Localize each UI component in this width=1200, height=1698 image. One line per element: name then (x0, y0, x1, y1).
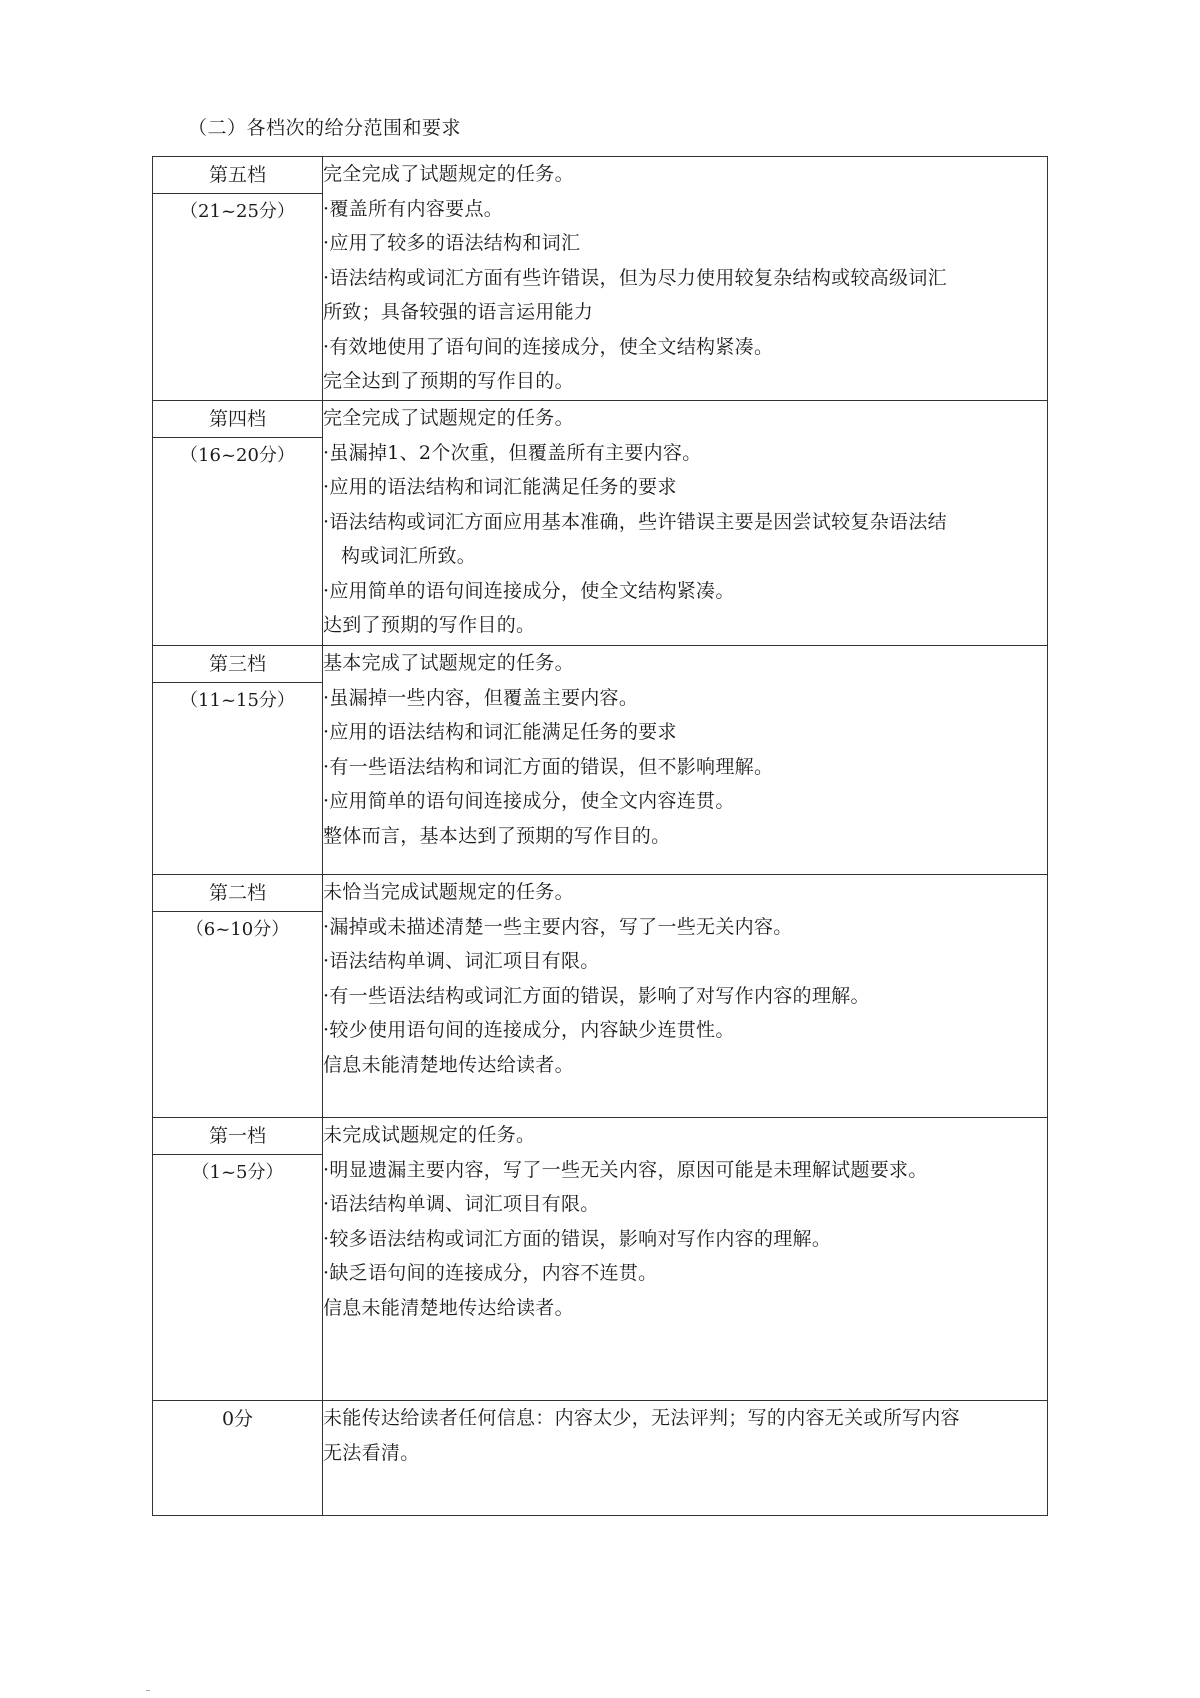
requirement-line: 信息未能清楚地传达给读者。 (323, 1296, 574, 1319)
level-score-range: （11~15分） (180, 690, 295, 711)
grading-table (152, 156, 1048, 1516)
requirement-line: ·语法结构或词汇方面有些许错误，但为尽力使用较复杂结构或较高级词汇 (323, 266, 947, 289)
requirement-line: ·应用简单的语句间连接成分，使全文结构紧凑。 (323, 579, 735, 602)
requirement-line: ·较少使用语句间的连接成分，内容缺少连贯性。 (323, 1019, 735, 1041)
requirement-line: 所致；具备较强的语言运用能力 (323, 301, 594, 323)
level-score-range: （1~5分） (191, 1162, 284, 1183)
section-heading: （二）各档次的给分范围和要求 (188, 117, 462, 139)
level-score-range: （21~25分） (180, 201, 295, 222)
requirement-line: ·语法结构或词汇方面应用基本准确，些许错误主要是因尝试较复杂语法结 (323, 510, 947, 533)
requirement-line: ·较多语法结构或词汇方面的错误，影响对写作内容的理解。 (323, 1227, 832, 1250)
level-row (153, 157, 1048, 401)
level-score-range: （6~10分） (185, 919, 290, 940)
level-cell (153, 1401, 323, 1516)
requirement-line: ·有一些语法结构和词汇方面的错误，但不影响理解。 (323, 755, 774, 778)
requirement-line: 未完成试题规定的任务。 (323, 1124, 536, 1146)
requirement-line: 无法看清。 (323, 1441, 420, 1464)
requirement-line: 构或词汇所致。 (341, 545, 477, 567)
requirement-line: ·语法结构单调、词汇项目有限。 (323, 1193, 600, 1215)
level-name: 第四档 (153, 401, 322, 438)
level-requirements (323, 401, 1048, 646)
level-row (153, 1118, 1048, 1401)
requirement-line: ·有效地使用了语句间的连接成分，使全文结构紧凑。 (323, 335, 774, 358)
level-row (153, 646, 1048, 875)
level-requirements (323, 1401, 1048, 1516)
level-cell (153, 646, 323, 875)
requirement-line: ·覆盖所有内容要点。 (323, 197, 504, 220)
level-cell (153, 875, 323, 1118)
level-name: 第三档 (153, 646, 322, 683)
level-row (153, 875, 1048, 1118)
requirement-line: ·应用简单的语句间连接成分，使全文内容连贯。 (323, 790, 735, 812)
level-cell (153, 1118, 323, 1401)
level-requirements (323, 875, 1048, 1118)
requirement-line: ·应用的语法结构和词汇能满足任务的要求 (323, 721, 677, 743)
requirement-line: ·有一些语法结构或词汇方面的错误，影响了对写作内容的理解。 (323, 984, 870, 1007)
requirement-line: ·漏掉或未描述清楚一些主要内容，写了一些无关内容。 (323, 915, 793, 938)
requirement-line: 未能传达给读者任何信息：内容太少，无法评判；写的内容无关或所写内容 (323, 1407, 960, 1429)
requirement-line: ·应用了较多的语法结构和词汇 (323, 232, 581, 254)
level-row (153, 1401, 1048, 1516)
requirement-line: 基本完成了试题规定的任务。 (323, 652, 574, 674)
level-name: 第二档 (153, 875, 322, 912)
level-score-range: （16~20分） (180, 445, 295, 466)
requirement-line: 整体而言，基本达到了预期的写作目的。 (323, 824, 671, 847)
requirement-line: ·应用的语法结构和词汇能满足任务的要求 (323, 476, 677, 498)
requirement-line: 未恰当完成试题规定的任务。 (323, 881, 574, 903)
requirement-line: 完全完成了试题规定的任务。 (323, 163, 574, 185)
requirement-line: ·缺乏语句间的连接成分，内容不连贯。 (323, 1262, 658, 1284)
level-requirements (323, 646, 1048, 875)
requirement-line: ·明显遗漏主要内容，写了一些无关内容，原因可能是未理解试题要求。 (323, 1158, 928, 1181)
level-cell (153, 157, 323, 401)
requirement-line: ·虽漏掉1、2个次重，但覆盖所有主要内容。 (323, 441, 702, 464)
requirement-line: 完全完成了试题规定的任务。 (323, 407, 574, 429)
level-name: 第一档 (153, 1118, 322, 1155)
level-row (153, 401, 1048, 646)
level-requirements (323, 157, 1048, 401)
corner-mark (146, 1690, 150, 1695)
requirement-line: 信息未能清楚地传达给读者。 (323, 1053, 574, 1076)
requirement-line: 达到了预期的写作目的。 (323, 614, 536, 636)
level-name: 第五档 (153, 157, 322, 194)
level-name: 0分 (221, 1408, 254, 1430)
level-cell (153, 401, 323, 646)
requirement-line: 完全达到了预期的写作目的。 (323, 370, 574, 392)
level-requirements (323, 1118, 1048, 1401)
requirement-line: ·语法结构单调、词汇项目有限。 (323, 950, 600, 972)
requirement-line: ·虽漏掉一些内容，但覆盖主要内容。 (323, 686, 639, 709)
